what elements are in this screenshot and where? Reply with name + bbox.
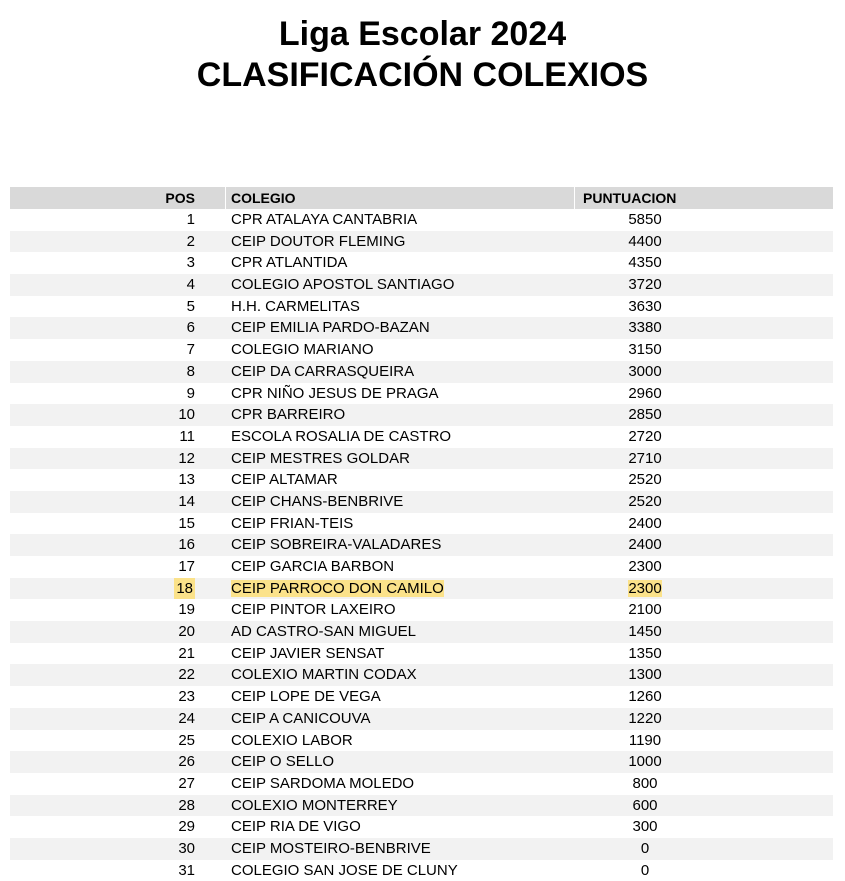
cell-puntuacion — [590, 556, 700, 578]
cell-puntuacion — [590, 730, 700, 752]
cell-puntuacion-text: 2720 — [628, 427, 662, 445]
table-row — [10, 317, 833, 339]
cell-colegio — [231, 231, 405, 253]
cell-colegio-text: ESCOLA ROSALIA DE CASTRO — [231, 427, 452, 445]
header-pos: POS — [165, 190, 195, 206]
table-row — [10, 491, 833, 513]
cell-colegio-text: COLEXIO LABOR — [231, 731, 353, 749]
cell-puntuacion — [590, 231, 700, 253]
cell-puntuacion — [590, 643, 700, 665]
table-row — [10, 816, 833, 838]
cell-puntuacion-text: 2520 — [628, 492, 662, 510]
cell-puntuacion-text: 1220 — [628, 709, 662, 727]
cell-puntuacion — [590, 469, 700, 491]
cell-puntuacion-text: 1300 — [628, 666, 662, 684]
cell-pos-text: 6 — [186, 319, 195, 337]
table-row — [10, 795, 833, 817]
table-row — [10, 296, 833, 318]
cell-colegio-text: CEIP LOPE DE VEGA — [231, 688, 381, 706]
cell-pos-text: 1 — [186, 211, 195, 228]
cell-puntuacion — [590, 838, 700, 860]
cell-pos — [10, 404, 195, 426]
table-row — [10, 339, 833, 361]
cell-pos-text: 3 — [186, 254, 195, 272]
cell-puntuacion-text: 1000 — [628, 753, 662, 771]
cell-pos — [10, 469, 195, 491]
cell-puntuacion-text: 4350 — [628, 254, 662, 272]
cell-pos — [10, 296, 195, 318]
cell-pos — [10, 751, 195, 773]
cell-colegio — [231, 578, 444, 600]
table-row — [10, 578, 833, 600]
cell-colegio-text: CEIP MESTRES GOLDAR — [231, 449, 410, 467]
cell-puntuacion-text: 800 — [632, 774, 658, 792]
cell-colegio-text: COLEGIO SAN JOSE DE CLUNY — [231, 861, 458, 879]
cell-puntuacion — [590, 252, 700, 274]
table-row — [10, 513, 833, 535]
table-body — [10, 209, 833, 881]
cell-pos-text: 8 — [186, 362, 195, 380]
cell-puntuacion — [590, 578, 700, 600]
cell-colegio — [231, 252, 347, 274]
cell-colegio — [231, 513, 353, 535]
cell-colegio-text: CEIP JAVIER SENSAT — [231, 644, 385, 662]
cell-puntuacion — [590, 773, 700, 795]
cell-colegio-text: CEIP PINTOR LAXEIRO — [231, 601, 396, 619]
cell-colegio-text: CEIP EMILIA PARDO-BAZAN — [231, 319, 430, 337]
table-row — [10, 860, 833, 881]
table-row — [10, 404, 833, 426]
cell-pos-text: 30 — [178, 839, 195, 857]
cell-pos-text: 15 — [178, 514, 195, 532]
cell-pos-text: 11 — [179, 427, 195, 445]
cell-puntuacion — [590, 274, 700, 296]
cell-colegio — [231, 838, 431, 860]
cell-colegio-text: CEIP CHANS-BENBRIVE — [231, 492, 404, 510]
table-row — [10, 730, 833, 752]
cell-colegio — [231, 404, 345, 426]
cell-puntuacion-text: 300 — [632, 818, 658, 836]
cell-colegio — [231, 426, 451, 448]
cell-colegio-text: COLEGIO MARIANO — [231, 341, 374, 359]
cell-pos-text: 24 — [178, 709, 195, 727]
cell-pos — [10, 816, 195, 838]
cell-pos-text: 9 — [186, 384, 195, 402]
cell-colegio-text: CEIP ALTAMAR — [231, 471, 338, 489]
cell-pos-text: 4 — [186, 276, 195, 294]
table-row — [10, 252, 833, 274]
table-row — [10, 708, 833, 730]
cell-colegio — [231, 469, 338, 491]
cell-puntuacion-text: 2520 — [628, 471, 662, 489]
cell-puntuacion-text: 1350 — [628, 644, 662, 662]
cell-puntuacion-text: 4400 — [628, 232, 662, 250]
cell-puntuacion-text: 3380 — [628, 319, 662, 337]
table-row — [10, 383, 833, 405]
title-line-2: CLASIFICACIÓN COLEXIOS — [196, 56, 649, 94]
cell-colegio — [231, 795, 398, 817]
cell-pos — [10, 599, 195, 621]
cell-pos — [10, 426, 195, 448]
cell-colegio-text: COLEGIO APOSTOL SANTIAGO — [231, 276, 455, 294]
cell-puntuacion-text: 0 — [640, 839, 650, 857]
cell-puntuacion-text: 2710 — [628, 449, 662, 467]
cell-puntuacion-text: 0 — [640, 861, 650, 879]
cell-pos-text: 31 — [178, 861, 195, 879]
cell-colegio — [231, 296, 360, 318]
table-row — [10, 686, 833, 708]
cell-colegio-text: CEIP MOSTEIRO-BENBRIVE — [231, 839, 431, 857]
cell-colegio — [231, 599, 396, 621]
cell-puntuacion — [590, 599, 700, 621]
cell-pos — [10, 686, 195, 708]
cell-pos-text: 14 — [178, 492, 195, 510]
cell-pos-text: 29 — [178, 818, 195, 836]
cell-pos — [10, 231, 195, 253]
header-puntuacion: PUNTUACION — [583, 190, 677, 206]
cell-pos — [10, 838, 195, 860]
cell-pos — [10, 534, 195, 556]
cell-colegio — [231, 816, 361, 838]
cell-colegio — [231, 209, 417, 231]
cell-colegio-text: COLEXIO MONTERREY — [231, 796, 398, 814]
cell-puntuacion — [590, 621, 700, 643]
table-row — [10, 599, 833, 621]
cell-pos-text: 17 — [178, 558, 195, 575]
cell-puntuacion-text: 2850 — [628, 406, 662, 424]
cell-pos — [10, 317, 195, 339]
cell-puntuacion-text: 3720 — [628, 276, 662, 294]
cell-colegio — [231, 317, 430, 339]
cell-puntuacion — [590, 664, 700, 686]
cell-pos — [10, 664, 195, 686]
cell-colegio-text: CEIP FRIAN-TEIS — [231, 514, 354, 532]
cell-puntuacion-text: 2300 — [628, 558, 662, 575]
table-row — [10, 448, 833, 470]
cell-colegio — [231, 448, 410, 470]
cell-colegio — [231, 643, 384, 665]
cell-pos — [10, 795, 195, 817]
cell-puntuacion-text: 600 — [632, 796, 658, 814]
header-divider — [225, 187, 226, 209]
table-header-row — [10, 187, 833, 209]
cell-pos-text: 20 — [178, 623, 195, 641]
cell-colegio-text: COLEXIO MARTIN CODAX — [231, 666, 417, 684]
cell-puntuacion-text: 1450 — [628, 623, 662, 641]
cell-puntuacion — [590, 317, 700, 339]
table-row — [10, 643, 833, 665]
cell-pos-text: 26 — [178, 753, 195, 771]
cell-colegio — [231, 491, 403, 513]
cell-colegio — [231, 274, 454, 296]
cell-puntuacion-text: 2100 — [628, 601, 662, 619]
cell-colegio-text: CEIP GARCIA BARBON — [231, 558, 395, 575]
table-row — [10, 664, 833, 686]
table-row — [10, 556, 833, 578]
cell-pos-text: 22 — [178, 666, 195, 684]
cell-colegio-text: CPR ATALAYA CANTABRIA — [231, 211, 418, 228]
table-row — [10, 773, 833, 795]
cell-colegio-text: CEIP DOUTOR FLEMING — [231, 232, 406, 250]
cell-colegio — [231, 621, 416, 643]
cell-pos — [10, 578, 195, 600]
cell-colegio-text: AD CASTRO-SAN MIGUEL — [231, 623, 417, 641]
cell-puntuacion — [590, 209, 700, 231]
cell-puntuacion — [590, 404, 700, 426]
cell-colegio-text: CEIP PARROCO DON CAMILO — [231, 579, 444, 597]
cell-pos — [10, 730, 195, 752]
cell-pos — [10, 860, 195, 881]
cell-pos-text: 19 — [178, 601, 195, 619]
cell-puntuacion — [590, 816, 700, 838]
cell-pos-text: 2 — [186, 232, 195, 250]
cell-puntuacion-text: 3630 — [628, 297, 662, 315]
table-row — [10, 209, 833, 231]
cell-puntuacion-text: 2300 — [628, 579, 662, 597]
cell-pos — [10, 274, 195, 296]
cell-pos-text: 21 — [178, 644, 195, 662]
cell-colegio — [231, 773, 414, 795]
table-row — [10, 838, 833, 860]
table-row — [10, 469, 833, 491]
cell-pos-text: 18 — [174, 578, 195, 600]
cell-pos — [10, 513, 195, 535]
cell-puntuacion — [590, 426, 700, 448]
cell-puntuacion-text: 3000 — [628, 362, 662, 380]
cell-colegio — [231, 556, 394, 578]
cell-pos-text: 25 — [178, 731, 195, 749]
cell-colegio — [231, 730, 353, 752]
page-title — [0, 14, 845, 96]
cell-puntuacion — [590, 361, 700, 383]
cell-pos — [10, 339, 195, 361]
cell-pos-text: 12 — [178, 449, 195, 467]
cell-pos — [10, 491, 195, 513]
cell-colegio — [231, 361, 414, 383]
table-row — [10, 534, 833, 556]
cell-puntuacion-text: 3150 — [628, 341, 662, 359]
cell-pos-text: 23 — [178, 688, 195, 706]
cell-puntuacion-text: 1190 — [628, 731, 662, 749]
cell-puntuacion — [590, 751, 700, 773]
cell-puntuacion-text: 2400 — [628, 514, 662, 532]
cell-colegio-text: CEIP SOBREIRA-VALADARES — [231, 536, 442, 554]
header-colegio: COLEGIO — [231, 190, 296, 206]
cell-colegio — [231, 686, 381, 708]
table-row — [10, 231, 833, 253]
cell-colegio — [231, 664, 417, 686]
cell-pos — [10, 643, 195, 665]
table-row — [10, 621, 833, 643]
cell-colegio — [231, 534, 441, 556]
cell-pos-text: 5 — [186, 297, 195, 315]
cell-colegio — [231, 383, 439, 405]
cell-puntuacion — [590, 339, 700, 361]
cell-colegio-text: CEIP A CANICOUVA — [231, 709, 371, 727]
table-row — [10, 426, 833, 448]
title-line-1: Liga Escolar 2024 — [278, 15, 567, 53]
cell-colegio-text: CEIP RIA DE VIGO — [231, 818, 361, 836]
cell-puntuacion — [590, 513, 700, 535]
cell-colegio — [231, 860, 458, 881]
cell-pos — [10, 252, 195, 274]
cell-pos-text: 27 — [178, 774, 195, 792]
cell-puntuacion — [590, 686, 700, 708]
cell-puntuacion — [590, 296, 700, 318]
cell-pos — [10, 621, 195, 643]
cell-pos — [10, 209, 195, 231]
cell-puntuacion-text: 5850 — [628, 211, 662, 228]
cell-colegio — [231, 751, 334, 773]
cell-colegio — [231, 708, 371, 730]
header-divider — [574, 187, 575, 209]
cell-puntuacion-text: 2960 — [628, 384, 662, 402]
cell-puntuacion — [590, 795, 700, 817]
cell-colegio — [231, 339, 374, 361]
cell-puntuacion-text: 2400 — [628, 536, 662, 554]
cell-pos-text: 16 — [178, 536, 195, 554]
cell-puntuacion — [590, 708, 700, 730]
cell-pos — [10, 773, 195, 795]
cell-pos-text: 7 — [186, 341, 195, 359]
cell-pos — [10, 361, 195, 383]
cell-pos — [10, 556, 195, 578]
table-row — [10, 274, 833, 296]
cell-pos — [10, 448, 195, 470]
cell-colegio-text: CPR BARREIRO — [231, 406, 346, 424]
cell-pos-text: 28 — [178, 796, 195, 814]
cell-colegio-text: CEIP DA CARRASQUEIRA — [231, 362, 415, 380]
cell-pos-text: 10 — [178, 406, 195, 424]
table-row — [10, 751, 833, 773]
ranking-table — [10, 187, 833, 881]
cell-pos — [10, 383, 195, 405]
cell-colegio-text: CPR NIÑO JESUS DE PRAGA — [231, 384, 439, 402]
table-row — [10, 361, 833, 383]
cell-colegio-text: H.H. CARMELITAS — [231, 297, 360, 315]
cell-puntuacion — [590, 860, 700, 881]
cell-puntuacion — [590, 491, 700, 513]
cell-puntuacion — [590, 534, 700, 556]
cell-pos — [10, 708, 195, 730]
cell-colegio-text: CEIP O SELLO — [231, 753, 335, 771]
cell-colegio-text: CPR ATLANTIDA — [231, 254, 348, 272]
cell-puntuacion — [590, 383, 700, 405]
cell-colegio-text: CEIP SARDOMA MOLEDO — [231, 774, 415, 792]
cell-puntuacion — [590, 448, 700, 470]
cell-puntuacion-text: 1260 — [628, 688, 662, 706]
cell-pos-text: 13 — [178, 471, 195, 489]
